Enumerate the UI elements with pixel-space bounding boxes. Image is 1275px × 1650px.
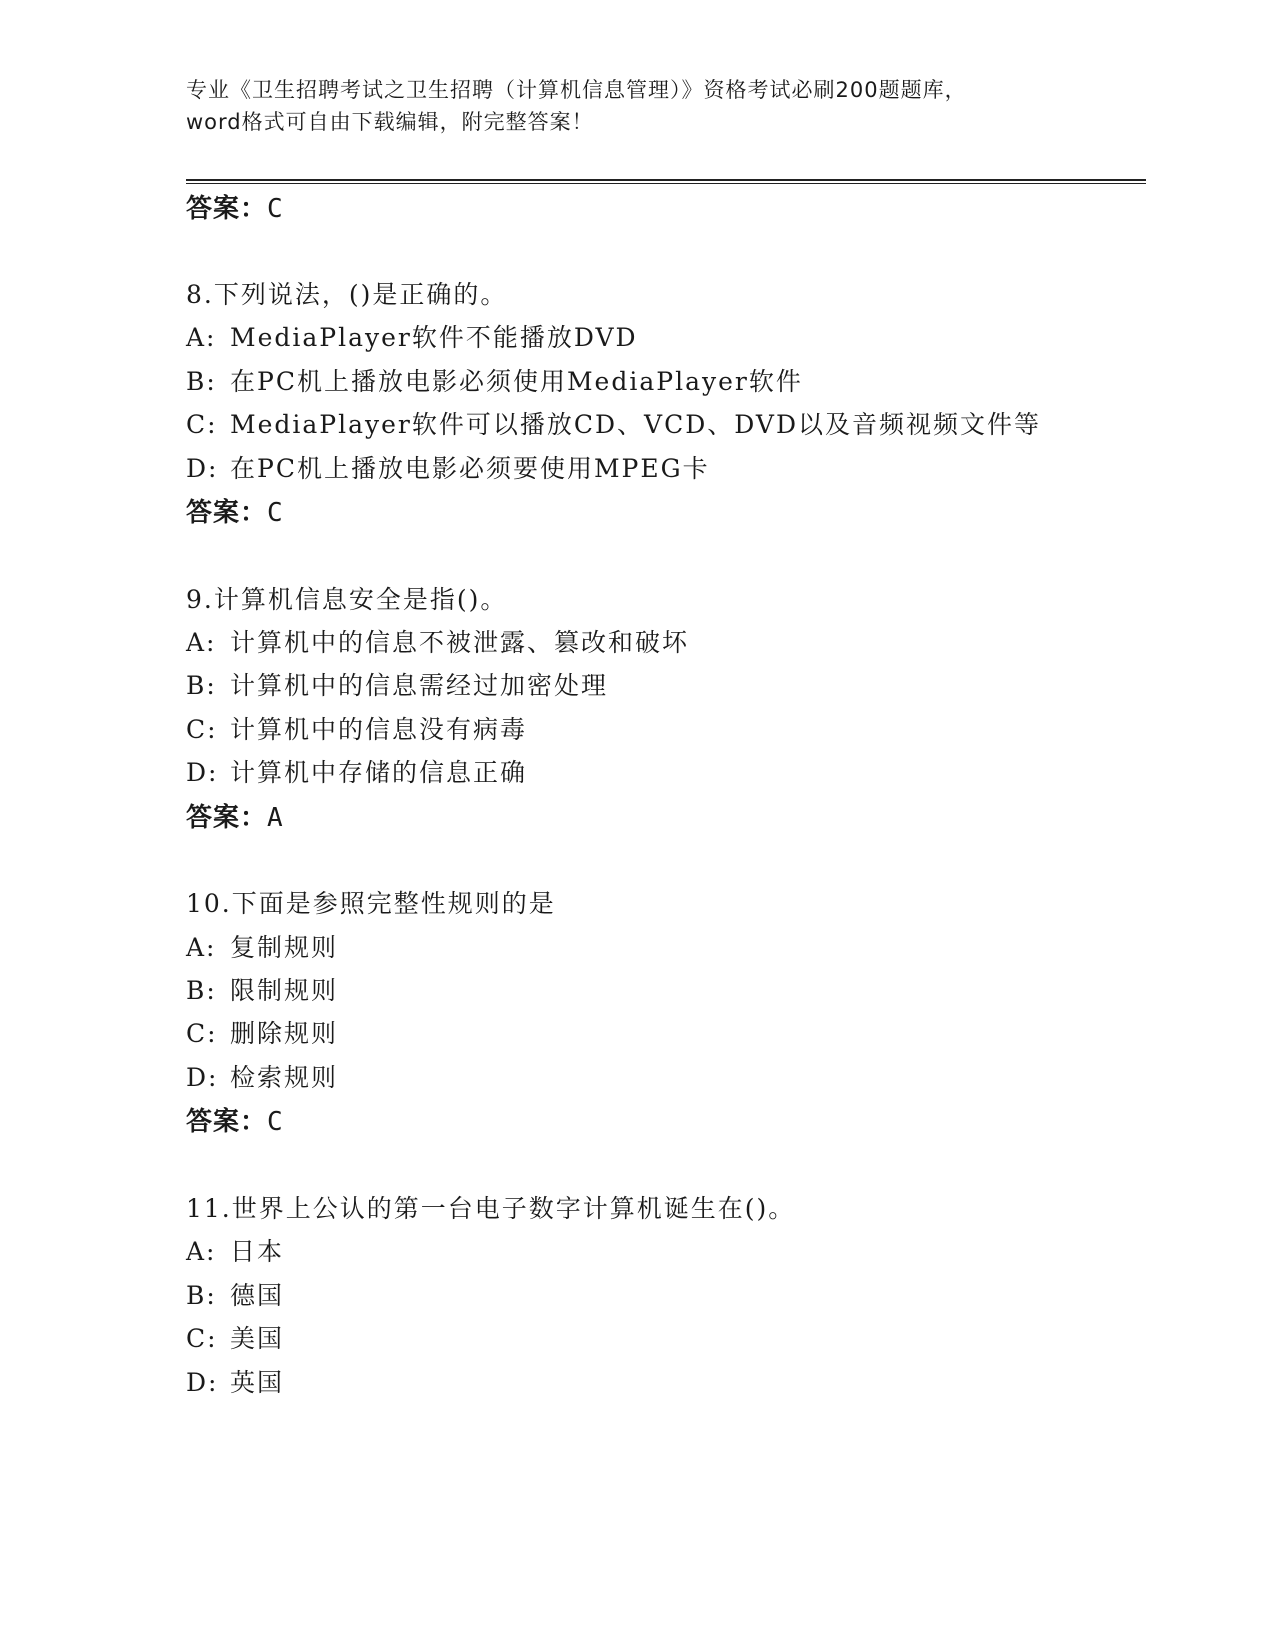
option-b [186, 666, 608, 702]
option-c [186, 710, 527, 746]
question-stem: 10.下面是参照完整性规则的是 [186, 889, 556, 918]
answer-label: 答案： [186, 803, 268, 833]
option-letter: C: [186, 410, 218, 439]
option-text: MediaPlayer软件不能播放DVD [230, 323, 638, 352]
option-text: 在PC机上播放电影必须要使用MPEG卡 [230, 454, 710, 483]
answer-value: A [267, 803, 284, 833]
answer-label: 答案： [186, 498, 268, 528]
option-letter: B: [186, 671, 217, 700]
option-text: 英国 [230, 1368, 285, 1397]
option-text: MediaPlayer软件可以播放CD、VCD、DVD以及音频视频文件等 [230, 410, 1041, 439]
header-line-1: 专业《卫生招聘考试之卫生招聘（计算机信息管理）》资格考试必刷200题题库， [186, 78, 967, 102]
answer-line [186, 188, 284, 225]
option-a [186, 318, 638, 354]
header-rule-thin [186, 183, 1146, 184]
answer-value: C [267, 1107, 284, 1137]
option-text: 计算机中存储的信息正确 [230, 758, 528, 787]
option-a [186, 1232, 284, 1268]
option-b [186, 362, 803, 398]
option-text: 计算机中的信息不被泄露、篡改和破坏 [230, 628, 690, 657]
header-rule-thick [186, 179, 1146, 181]
option-letter: D: [186, 1368, 219, 1397]
answer-line [186, 797, 284, 834]
option-d [186, 449, 710, 485]
option-text: 限制规则 [230, 976, 339, 1005]
option-letter: D: [186, 758, 219, 787]
answer-line [186, 1101, 284, 1138]
option-letter: A: [186, 323, 217, 352]
option-text: 德国 [230, 1281, 285, 1310]
option-letter: C: [186, 1324, 218, 1353]
header-line-2: word格式可自由下载编辑，附完整答案！ [186, 110, 594, 134]
option-letter: A: [186, 933, 217, 962]
option-text: 在PC机上播放电影必须使用MediaPlayer软件 [230, 367, 803, 396]
answer-value: C [267, 194, 284, 224]
option-letter: D: [186, 1063, 219, 1092]
document-header [186, 74, 1106, 138]
option-letter: A: [186, 628, 217, 657]
option-text: 计算机中的信息需经过加密处理 [230, 671, 609, 700]
option-letter: D: [186, 454, 219, 483]
option-d [186, 753, 527, 789]
answer-line [186, 492, 284, 529]
option-letter: A: [186, 1237, 217, 1266]
option-d [186, 1363, 284, 1399]
answer-label: 答案： [186, 194, 268, 224]
option-letter: C: [186, 715, 218, 744]
answer-label: 答案： [186, 1107, 268, 1137]
option-text: 复制规则 [230, 933, 339, 962]
option-text: 美国 [230, 1324, 285, 1353]
option-c [186, 1319, 284, 1355]
option-letter: C: [186, 1019, 218, 1048]
option-a [186, 623, 689, 659]
question-stem: 8.下列说法，()是正确的。 [186, 280, 508, 309]
question-stem: 11.世界上公认的第一台电子数字计算机诞生在()。 [186, 1194, 796, 1223]
answer-value: C [267, 498, 284, 528]
option-d [186, 1058, 338, 1094]
option-c [186, 405, 1041, 441]
option-a [186, 928, 338, 964]
option-text: 计算机中的信息没有病毒 [230, 715, 528, 744]
option-letter: B: [186, 976, 217, 1005]
option-letter: B: [186, 1281, 217, 1310]
option-letter: B: [186, 367, 217, 396]
option-text: 删除规则 [230, 1019, 339, 1048]
option-text: 检索规则 [230, 1063, 339, 1092]
option-b [186, 971, 338, 1007]
option-b [186, 1276, 284, 1312]
question-stem: 9.计算机信息安全是指()。 [186, 585, 508, 614]
option-c [186, 1014, 338, 1050]
option-text: 日本 [230, 1237, 285, 1266]
